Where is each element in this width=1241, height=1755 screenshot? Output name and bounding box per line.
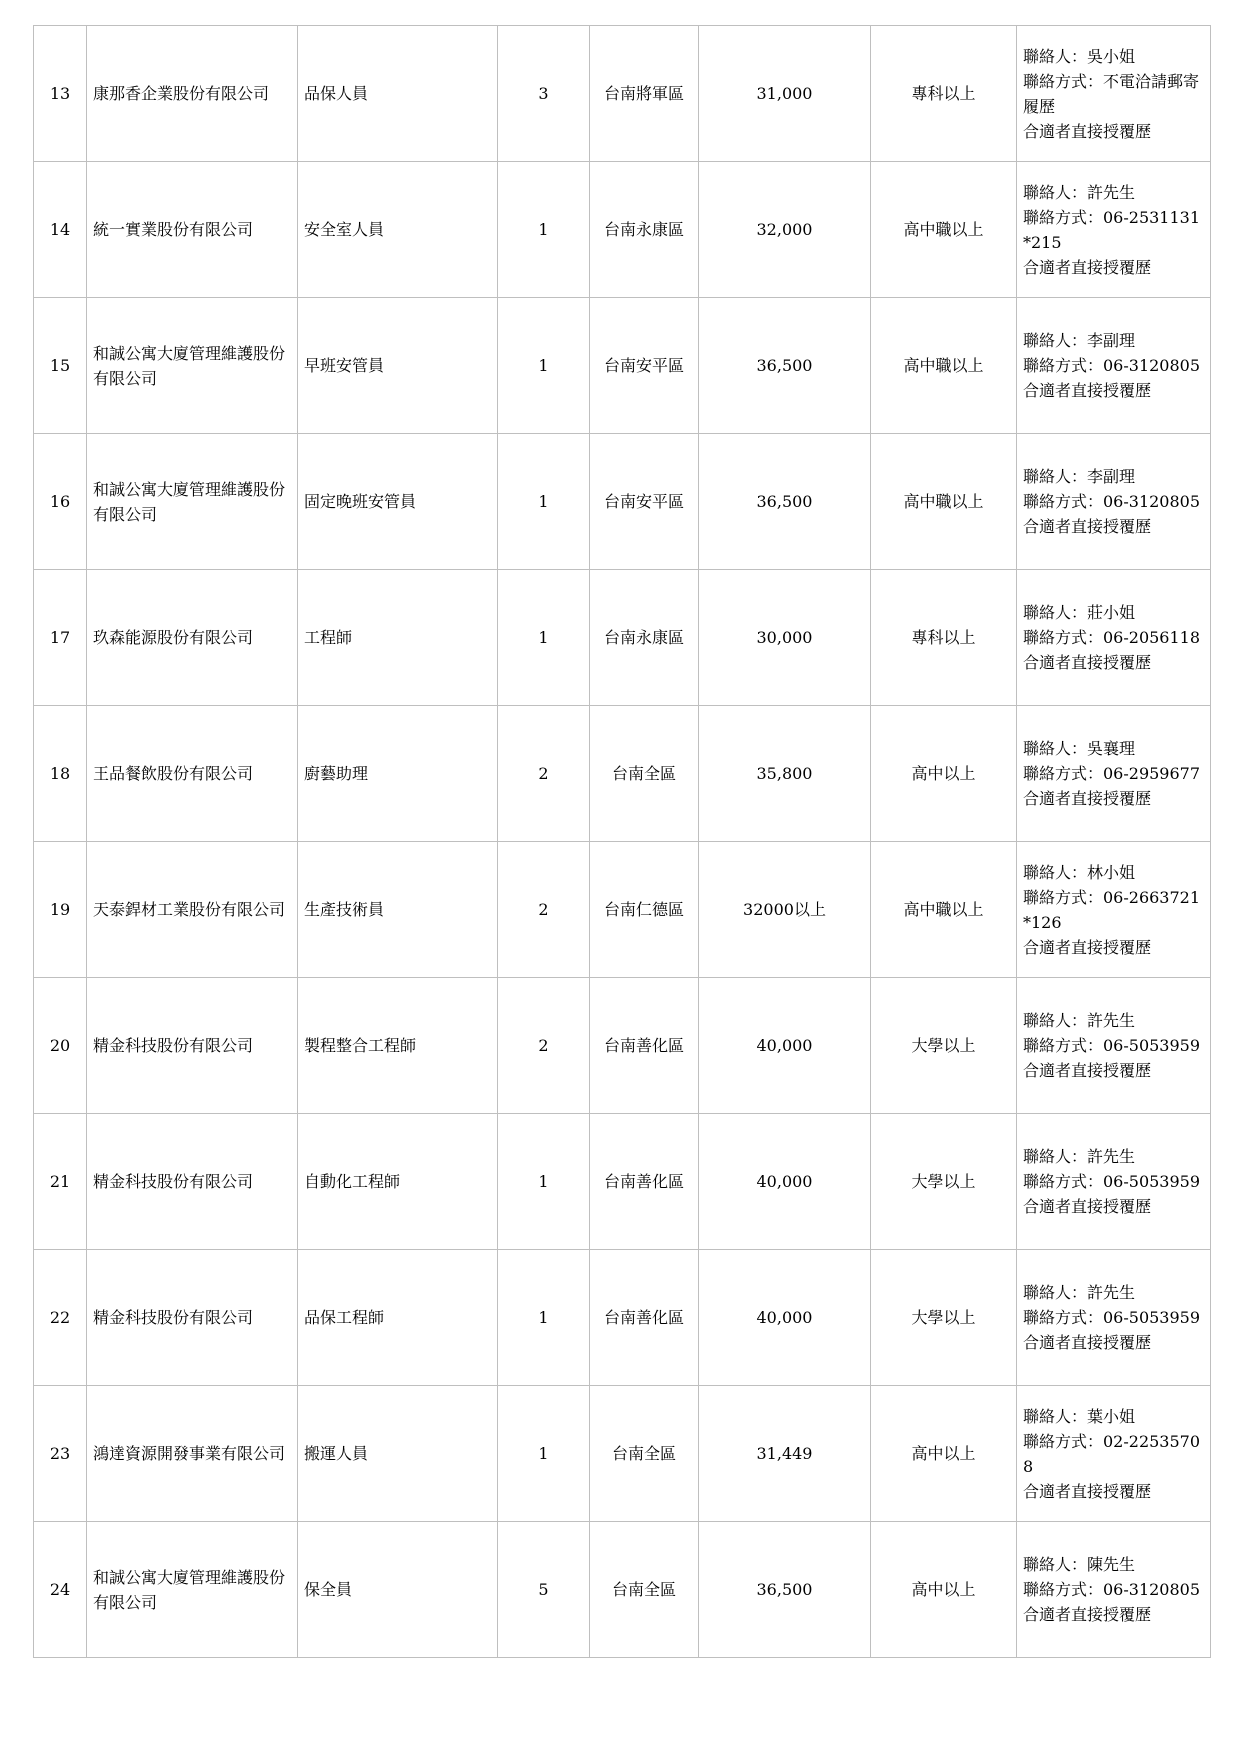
education-requirement: 專科以上 [911, 84, 976, 103]
row-number: 14 [49, 220, 71, 239]
contact-line: 聯絡方式：不電洽請郵寄履歷 [1023, 71, 1200, 116]
job-title: 品保人員 [304, 84, 369, 103]
work-area-cell [590, 1114, 699, 1250]
job-title: 工程師 [304, 628, 353, 647]
job-title-cell [298, 842, 498, 978]
openings-count: 3 [538, 84, 549, 103]
table-row [34, 706, 1211, 842]
company-name-cell [87, 842, 298, 978]
job-listing-table [33, 25, 1211, 1658]
job-title-cell [298, 26, 498, 162]
company-name-cell [87, 978, 298, 1114]
job-title: 固定晚班安管員 [304, 492, 417, 511]
contact-info-cell [1017, 1114, 1211, 1250]
contact-line: 聯絡方式：06-2056118 [1023, 628, 1201, 647]
contact-info-cell [1017, 162, 1211, 298]
table-row [34, 1114, 1211, 1250]
table-row [34, 26, 1211, 162]
job-title-cell [298, 706, 498, 842]
work-area: 台南全區 [611, 1444, 676, 1463]
work-area: 台南永康區 [603, 220, 684, 239]
salary-cell [699, 570, 871, 706]
openings-count-cell [498, 706, 590, 842]
work-area-cell [590, 434, 699, 570]
contact-line: 聯絡人：吳小姐 [1023, 46, 1136, 66]
job-title: 廚藝助理 [304, 764, 369, 783]
row-number-cell [34, 434, 87, 570]
salary: 35,800 [756, 764, 813, 783]
contact-info-cell [1017, 842, 1211, 978]
salary-cell [699, 1522, 871, 1658]
openings-count: 1 [538, 1444, 549, 1463]
openings-count-cell [498, 26, 590, 162]
education-requirement-cell [871, 1386, 1017, 1522]
education-requirement-cell [871, 298, 1017, 434]
salary: 36,500 [756, 492, 813, 511]
education-requirement-cell [871, 434, 1017, 570]
job-title: 自動化工程師 [304, 1172, 401, 1191]
row-number: 16 [49, 492, 71, 511]
education-requirement-cell [871, 570, 1017, 706]
work-area-cell [590, 570, 699, 706]
job-title-cell [298, 298, 498, 434]
contact-line: 聯絡人：許先生 [1023, 182, 1136, 202]
education-requirement: 大學以上 [911, 1036, 976, 1055]
company-name: 康那香企業股份有限公司 [93, 84, 270, 103]
education-requirement: 大學以上 [911, 1308, 976, 1327]
table-row [34, 1250, 1211, 1386]
salary: 40,000 [756, 1308, 813, 1327]
job-title-cell [298, 1386, 498, 1522]
openings-count: 1 [538, 628, 549, 647]
job-title: 製程整合工程師 [304, 1036, 417, 1055]
company-name: 統一實業股份有限公司 [93, 220, 254, 239]
company-name-cell [87, 570, 298, 706]
salary-cell [699, 706, 871, 842]
contact-line: 聯絡人：李副理 [1023, 467, 1136, 486]
education-requirement-cell [871, 1114, 1017, 1250]
education-requirement: 高中以上 [911, 1580, 976, 1599]
openings-count: 1 [538, 1308, 549, 1327]
company-name: 精金科技股份有限公司 [93, 1036, 254, 1055]
openings-count-cell [498, 1114, 590, 1250]
contact-line: 聯絡方式：06-5053959 [1023, 1172, 1201, 1191]
work-area: 台南全區 [611, 1580, 676, 1599]
contact-line: 聯絡人：許先生 [1023, 1011, 1136, 1030]
company-name-cell [87, 26, 298, 162]
contact-line: 合適者直接授覆歷 [1023, 257, 1152, 277]
work-area: 台南安平區 [603, 492, 684, 511]
work-area-cell [590, 706, 699, 842]
salary: 31,000 [756, 84, 813, 103]
work-area-cell [590, 842, 699, 978]
job-title: 早班安管員 [304, 356, 385, 375]
education-requirement: 高中職以上 [903, 356, 984, 375]
salary-cell [699, 1114, 871, 1250]
work-area: 台南將軍區 [603, 84, 684, 103]
contact-line: 合適者直接授覆歷 [1023, 1333, 1152, 1352]
contact-info-cell [1017, 26, 1211, 162]
contact-line: 合適者直接授覆歷 [1023, 1197, 1152, 1216]
work-area-cell [590, 1386, 699, 1522]
education-requirement-cell [871, 978, 1017, 1114]
contact-line: 合適者直接授覆歷 [1023, 121, 1152, 141]
table-row [34, 842, 1211, 978]
table-row [34, 298, 1211, 434]
salary: 40,000 [756, 1036, 813, 1055]
company-name: 和誠公寓大廈管理維護股份有限公司 [93, 479, 286, 524]
openings-count-cell [498, 1386, 590, 1522]
contact-info-cell [1017, 298, 1211, 434]
education-requirement: 專科以上 [911, 628, 976, 647]
row-number-cell [34, 978, 87, 1114]
contact-info-cell [1017, 706, 1211, 842]
salary-cell [699, 298, 871, 434]
row-number-cell [34, 706, 87, 842]
company-name-cell [87, 1250, 298, 1386]
education-requirement-cell [871, 1250, 1017, 1386]
salary-cell [699, 978, 871, 1114]
contact-line: 合適者直接授覆歷 [1023, 517, 1152, 536]
row-number-cell [34, 1522, 87, 1658]
contact-line: 聯絡人：許先生 [1023, 1147, 1136, 1166]
salary: 32000以上 [743, 900, 826, 919]
company-name-cell [87, 434, 298, 570]
contact-line: 聯絡方式：06-2531131*215 [1023, 207, 1201, 252]
row-number-cell [34, 1386, 87, 1522]
contact-line: 合適者直接授覆歷 [1023, 1605, 1152, 1624]
work-area-cell [590, 978, 699, 1114]
education-requirement: 大學以上 [911, 1172, 976, 1191]
contact-line: 聯絡人：許先生 [1023, 1283, 1136, 1302]
company-name-cell [87, 162, 298, 298]
job-title-cell [298, 434, 498, 570]
education-requirement: 高中職以上 [903, 492, 984, 511]
contact-line: 合適者直接授覆歷 [1023, 937, 1152, 957]
salary-cell [699, 1386, 871, 1522]
work-area: 台南全區 [611, 764, 676, 783]
salary-cell [699, 434, 871, 570]
contact-line: 合適者直接授覆歷 [1023, 789, 1152, 808]
work-area-cell [590, 298, 699, 434]
openings-count: 2 [538, 900, 549, 919]
salary-cell [699, 26, 871, 162]
work-area-cell [590, 162, 699, 298]
openings-count: 1 [538, 492, 549, 511]
education-requirement-cell [871, 26, 1017, 162]
row-number: 21 [49, 1172, 71, 1191]
salary-cell [699, 842, 871, 978]
education-requirement-cell [871, 162, 1017, 298]
contact-line: 聯絡人：林小姐 [1023, 862, 1136, 882]
row-number: 18 [49, 764, 71, 783]
row-number-cell [34, 1250, 87, 1386]
company-name-cell [87, 1386, 298, 1522]
work-area: 台南善化區 [603, 1172, 684, 1191]
job-title-cell [298, 1114, 498, 1250]
work-area-cell [590, 1522, 699, 1658]
openings-count-cell [498, 842, 590, 978]
openings-count: 5 [538, 1580, 549, 1599]
job-title-cell [298, 1250, 498, 1386]
contact-info-cell [1017, 570, 1211, 706]
contact-line: 聯絡方式：06-5053959 [1023, 1308, 1201, 1327]
job-title-cell [298, 978, 498, 1114]
salary: 36,500 [756, 1580, 813, 1599]
contact-line: 合適者直接授覆歷 [1023, 1061, 1152, 1080]
table-row [34, 1386, 1211, 1522]
contact-info-cell [1017, 434, 1211, 570]
row-number: 23 [49, 1444, 71, 1463]
salary-cell [699, 162, 871, 298]
row-number: 13 [49, 84, 71, 103]
contact-line: 聯絡方式：06-2959677 [1023, 764, 1201, 783]
openings-count: 1 [538, 1172, 549, 1191]
job-title-cell [298, 1522, 498, 1658]
row-number-cell [34, 298, 87, 434]
company-name: 精金科技股份有限公司 [93, 1172, 254, 1191]
contact-line: 聯絡方式：06-2663721*126 [1023, 887, 1201, 932]
contact-line: 合適者直接授覆歷 [1023, 1481, 1152, 1501]
company-name-cell [87, 298, 298, 434]
salary: 40,000 [756, 1172, 813, 1191]
row-number-cell [34, 570, 87, 706]
table-row [34, 570, 1211, 706]
openings-count-cell [498, 978, 590, 1114]
education-requirement-cell [871, 842, 1017, 978]
salary: 31,449 [756, 1444, 813, 1463]
job-title: 安全室人員 [304, 220, 385, 239]
company-name: 玖森能源股份有限公司 [93, 628, 254, 647]
contact-line: 聯絡方式：06-3120805 [1023, 492, 1201, 511]
contact-line: 聯絡人：葉小姐 [1023, 1406, 1136, 1426]
openings-count: 2 [538, 764, 549, 783]
openings-count-cell [498, 434, 590, 570]
job-title: 生產技術員 [304, 900, 385, 919]
table-row [34, 978, 1211, 1114]
education-requirement-cell [871, 1522, 1017, 1658]
salary: 30,000 [756, 628, 813, 647]
salary: 32,000 [756, 220, 813, 239]
openings-count-cell [498, 570, 590, 706]
contact-line: 聯絡方式：06-3120805 [1023, 356, 1201, 375]
company-name: 精金科技股份有限公司 [93, 1308, 254, 1327]
job-title: 搬運人員 [304, 1444, 369, 1463]
company-name: 鴻達資源開發事業有限公司 [93, 1444, 286, 1463]
openings-count-cell [498, 1250, 590, 1386]
openings-count-cell [498, 298, 590, 434]
contact-info-cell [1017, 1522, 1211, 1658]
row-number: 19 [49, 900, 71, 919]
work-area: 台南安平區 [603, 356, 684, 375]
row-number: 20 [49, 1036, 71, 1055]
company-name-cell [87, 1114, 298, 1250]
education-requirement: 高中職以上 [903, 220, 984, 239]
contact-line: 合適者直接授覆歷 [1023, 381, 1152, 400]
contact-line: 聯絡人：吳襄理 [1023, 739, 1136, 758]
company-name: 王品餐飲股份有限公司 [93, 764, 254, 783]
company-name-cell [87, 1522, 298, 1658]
job-title-cell [298, 162, 498, 298]
openings-count: 1 [538, 220, 549, 239]
contact-line: 聯絡方式：02-22535708 [1023, 1431, 1201, 1476]
contact-line: 聯絡人：李副理 [1023, 331, 1136, 350]
row-number: 22 [49, 1308, 71, 1327]
row-number-cell [34, 1114, 87, 1250]
work-area: 台南善化區 [603, 1036, 684, 1055]
work-area-cell [590, 26, 699, 162]
salary-cell [699, 1250, 871, 1386]
education-requirement: 高中以上 [911, 764, 976, 783]
contact-line: 聯絡方式：06-3120805 [1023, 1580, 1201, 1599]
row-number: 15 [49, 356, 71, 375]
row-number: 24 [49, 1580, 71, 1599]
table-row [34, 434, 1211, 570]
openings-count: 1 [538, 356, 549, 375]
work-area: 台南仁德區 [603, 900, 684, 919]
openings-count: 2 [538, 1036, 549, 1055]
company-name-cell [87, 706, 298, 842]
job-title: 品保工程師 [304, 1308, 385, 1327]
contact-info-cell [1017, 978, 1211, 1114]
job-title-cell [298, 570, 498, 706]
contact-line: 聯絡方式：06-5053959 [1023, 1036, 1201, 1055]
row-number: 17 [49, 628, 71, 647]
contact-line: 聯絡人：莊小姐 [1023, 603, 1136, 622]
table-row [34, 1522, 1211, 1658]
company-name: 和誠公寓大廈管理維護股份有限公司 [93, 343, 286, 388]
row-number-cell [34, 162, 87, 298]
company-name: 和誠公寓大廈管理維護股份有限公司 [93, 1567, 286, 1612]
contact-info-cell [1017, 1250, 1211, 1386]
education-requirement: 高中以上 [911, 1444, 976, 1463]
job-title: 保全員 [304, 1580, 353, 1599]
company-name: 天泰銲材工業股份有限公司 [93, 900, 286, 919]
contact-info-cell [1017, 1386, 1211, 1522]
salary: 36,500 [756, 356, 813, 375]
education-requirement-cell [871, 706, 1017, 842]
contact-line: 聯絡人：陳先生 [1023, 1555, 1136, 1574]
openings-count-cell [498, 1522, 590, 1658]
work-area: 台南善化區 [603, 1308, 684, 1327]
row-number-cell [34, 842, 87, 978]
job-table-body [34, 26, 1211, 1658]
table-row [34, 162, 1211, 298]
work-area: 台南永康區 [603, 628, 684, 647]
row-number-cell [34, 26, 87, 162]
work-area-cell [590, 1250, 699, 1386]
contact-line: 合適者直接授覆歷 [1023, 653, 1152, 672]
education-requirement: 高中職以上 [903, 900, 984, 919]
openings-count-cell [498, 162, 590, 298]
